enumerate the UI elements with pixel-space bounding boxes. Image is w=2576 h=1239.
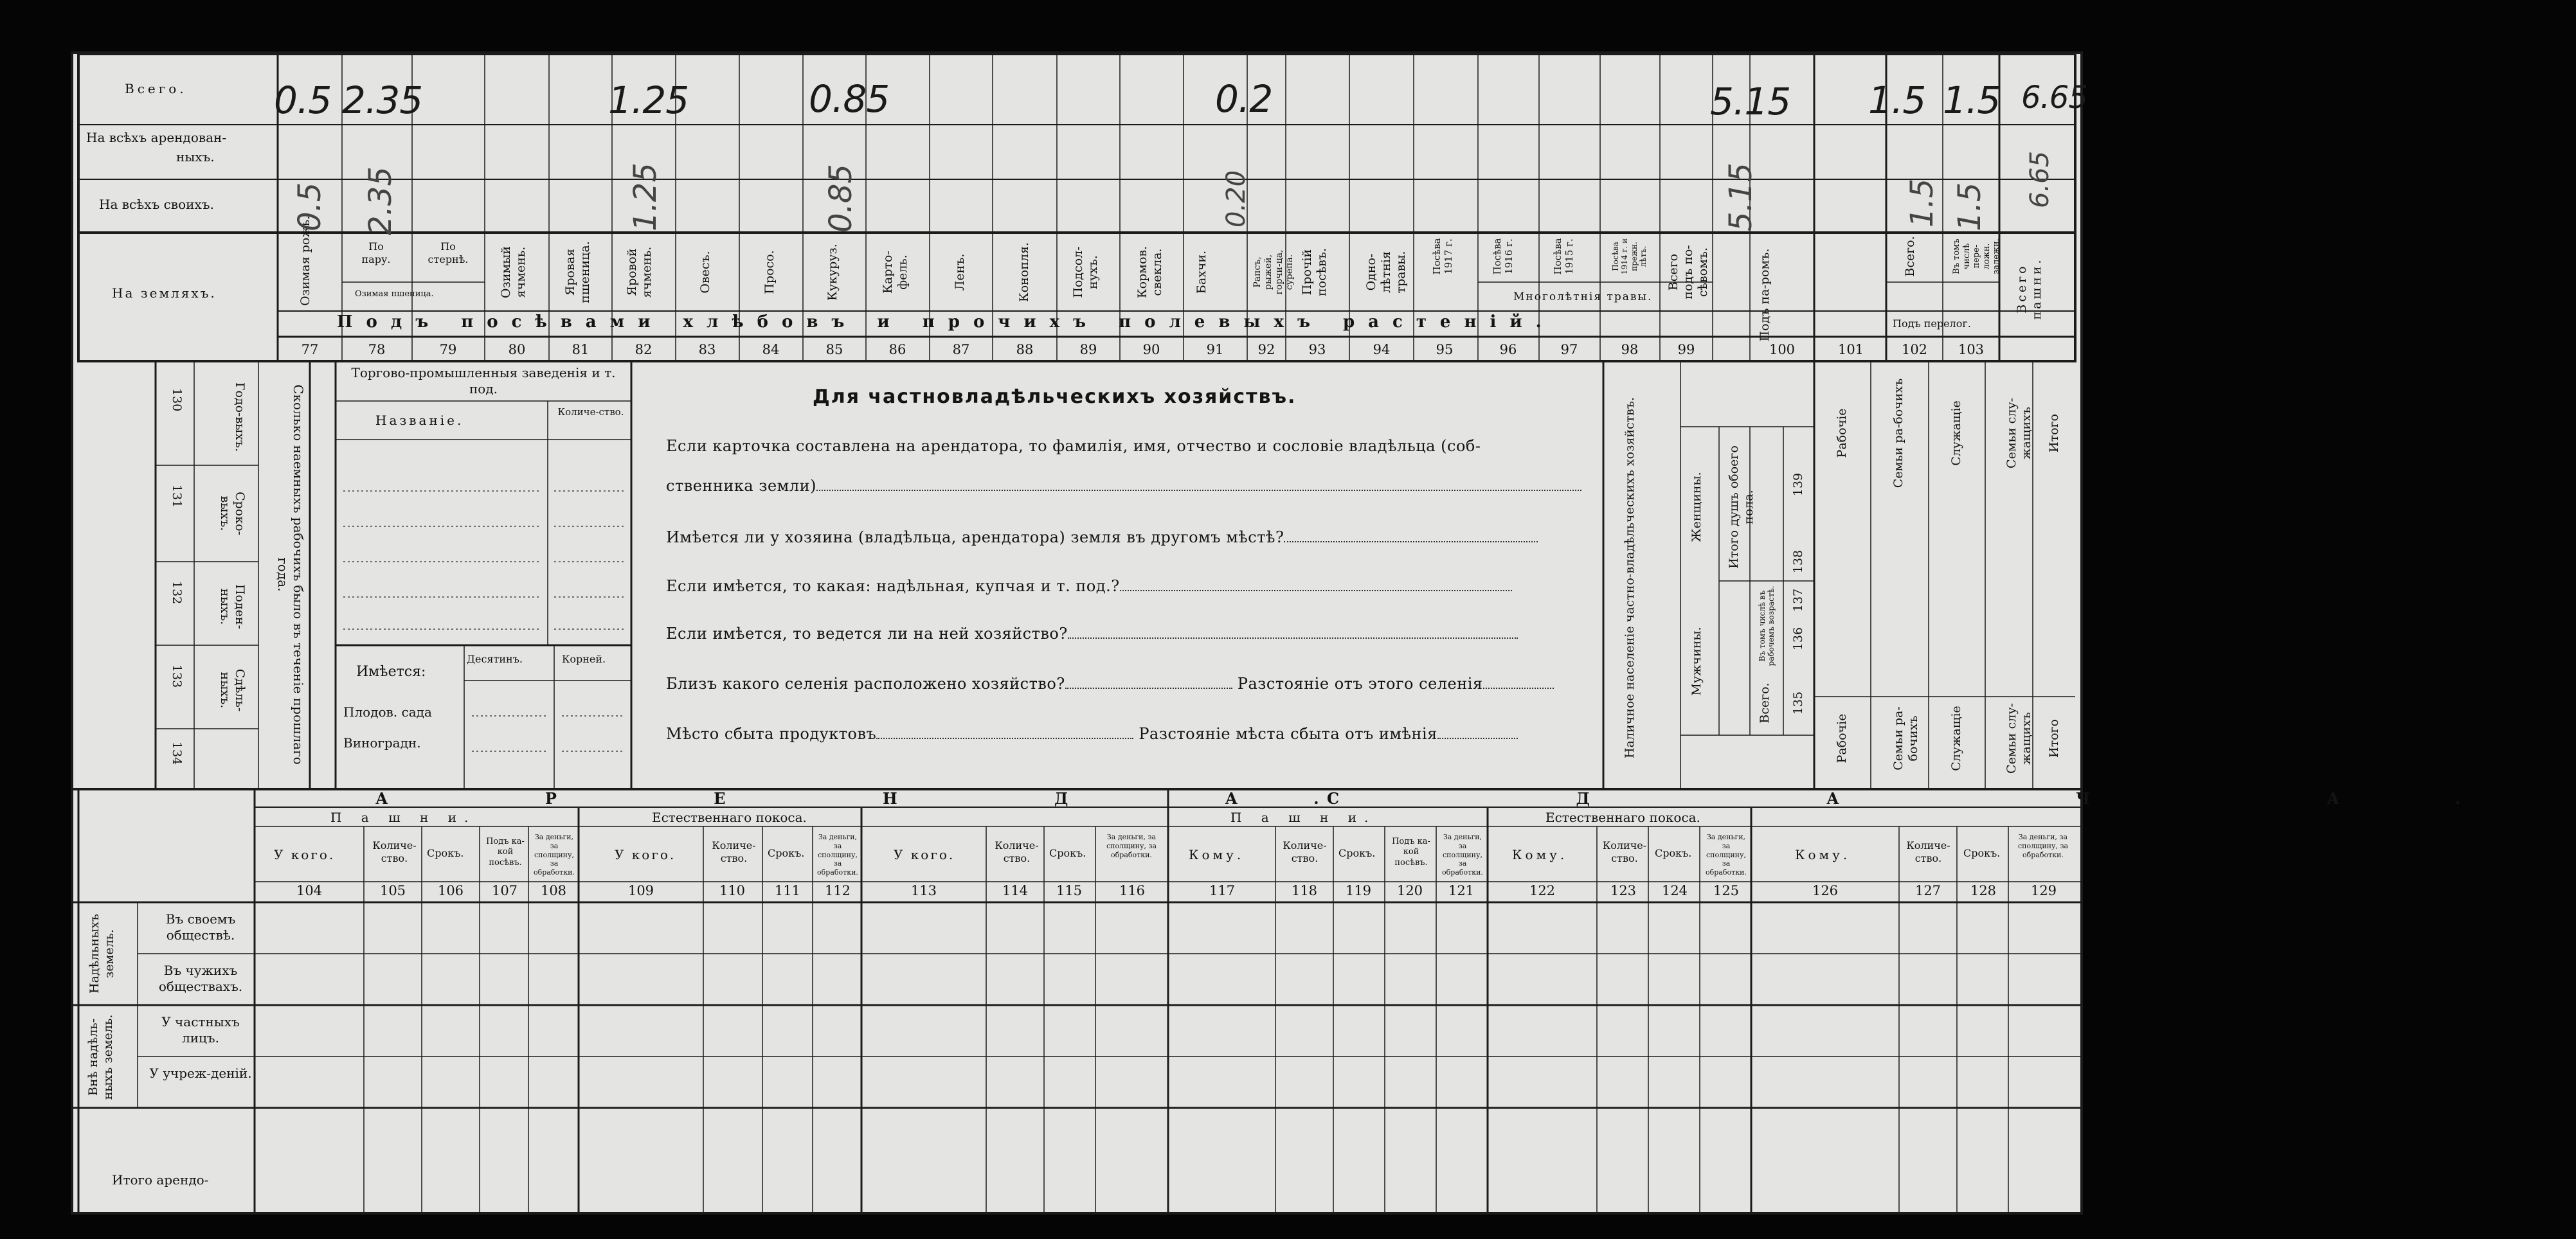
arenda-pashni: П а ш н и. [330, 810, 476, 825]
has-label: Имѣется: [356, 664, 426, 680]
col-num-84: 84 [762, 342, 780, 357]
row-svoem-obshchestve: Въ своемъ обществѣ. [165, 911, 236, 943]
handwritten-own-corn: 0.85 [823, 164, 859, 233]
col-rabochie-bottom: Рабочіе [1835, 713, 1849, 763]
handwritten-total-perelog: 1.5 [1943, 78, 2001, 122]
korney-header: Корней. [562, 653, 606, 665]
col-header-103: Всего пашни. [2015, 257, 2044, 320]
col-semi-rabochikh-top: Семьи ра-бочихъ [1891, 378, 1905, 488]
col-header-84: Просо. [762, 250, 777, 294]
question-village-distance-text: Разстояніе отъ этого селенія [1237, 675, 1483, 693]
col-num-103: 103 [1958, 342, 1985, 357]
desyatin-header: Десятинъ. [467, 653, 523, 665]
v-tom-label: Въ томъ числѣ въ рабочемъ возрастѣ. [1758, 585, 1776, 666]
bcol-num-107: 107 [491, 883, 518, 898]
row-label-godovykh: Годо-выхъ. [233, 382, 247, 452]
col-sluzhashchie-bottom: Служащіе [1949, 706, 1963, 771]
hdr-116: За деньги, за сполщину, за обработки. [1106, 833, 1157, 859]
row-num-132: 132 [170, 581, 184, 605]
col-header-100: Подъ па-ромъ. [1758, 248, 1772, 342]
question-owner-line1: Если карточка составлена на арендатора, то фамилія, имя, отчество и сословіе владѣльца (соб- [666, 437, 1481, 455]
handwritten-total-rye: 0.5 [274, 78, 332, 122]
trade-header: Торгово-промышленныя заведенія и т. под. [351, 365, 616, 397]
col-group-ozimaya: Озимая пшеница. [355, 289, 434, 299]
col-num-95: 95 [1436, 342, 1454, 357]
question-market-text: Мѣсто сбыта продуктовъ [666, 725, 877, 743]
row-num-134: 134 [170, 742, 184, 765]
row-label-srokovykh: Сроко-выхъ. [218, 492, 247, 535]
col-header-77: Озимая рожь. [298, 215, 312, 306]
pop-num-136: 136 [1791, 627, 1805, 651]
col-semi-sluzh-bottom: Семьи слу-жащихъ [2004, 703, 2033, 774]
hdr-109: У кого. [615, 847, 676, 862]
hdr-117: Кому. [1189, 847, 1245, 862]
col-num-90: 90 [1142, 342, 1160, 357]
bottom-table-grid [73, 54, 2080, 1212]
col-num-91: 91 [1206, 342, 1224, 357]
col-num-77: 77 [301, 342, 319, 357]
handwritten-total-spring-wheat: 1.25 [608, 78, 689, 122]
sdacha-pashni: П а ш н и. [1230, 810, 1376, 825]
col-header-90: Кормов. свекла. [1135, 245, 1164, 299]
col-header-78: По пару. [361, 240, 391, 265]
vne-nadel-group-label: Внѣ надѣль-ныхъ земель. [86, 1014, 115, 1100]
col-header-80: Озимый ячмень. [499, 245, 528, 299]
bcol-num-122: 122 [1529, 883, 1556, 898]
col-num-97: 97 [1560, 342, 1578, 357]
col-num-100: 100 [1769, 342, 1796, 357]
col-header-87: Ленъ. [953, 253, 967, 291]
col-num-92: 92 [1257, 342, 1275, 357]
hdr-121: За деньги, за сполщину, за обработки. [1442, 833, 1483, 877]
bcol-num-108: 108 [540, 883, 567, 898]
col-num-93: 93 [1308, 342, 1326, 357]
handwritten-total-arable: 6.65 [2021, 80, 2087, 116]
bcol-num-111: 111 [774, 883, 801, 898]
row-label-podennykh: Поден-ныхъ. [218, 584, 247, 630]
question-market-distance-text: Разстояніе мѣста сбыта отъ имѣнія [1139, 725, 1437, 743]
hdr-115: Срокъ. [1049, 847, 1086, 859]
hdr-111: Срокъ. [768, 847, 805, 859]
col-group-perelog: Подъ перелог. [1893, 317, 1971, 330]
hdr-108: За деньги, за сполщину, за обработки. [534, 833, 575, 877]
col-num-78: 78 [368, 342, 386, 357]
handwritten-own-arable: 6.65 [2025, 150, 2055, 208]
col-group-mnogolet: Многолѣтнія травы. [1513, 290, 1653, 303]
bcol-num-120: 120 [1396, 883, 1423, 898]
census-card-sheet [71, 51, 2576, 1215]
sdacha-pokos: Естественнаго покоса. [1545, 810, 1700, 825]
hdr-104: У кого. [274, 847, 336, 862]
arenda-header: А Р Е Н Д А. [375, 789, 1395, 808]
handwritten-own-spring-wheat: 1.25 [627, 163, 663, 231]
row-label-own: На всѣхъ своихъ. [99, 197, 214, 212]
hdr-110: Количе-ство. [712, 839, 756, 864]
bcol-num-129: 129 [2030, 883, 2057, 898]
hdr-129: За деньги, за сполщину, за обработки. [2017, 833, 2068, 859]
row-chastnykh-lits: У частныхъ лицъ. [161, 1014, 240, 1046]
col-num-89: 89 [1079, 342, 1097, 357]
col-header-94: Одно-лѣтнія травы. [1364, 251, 1408, 294]
bcol-num-110: 110 [719, 883, 746, 898]
col-num-94: 94 [1373, 342, 1391, 357]
bcol-num-114: 114 [1002, 883, 1029, 898]
hdr-122: Кому. [1512, 847, 1568, 862]
hdr-112: За деньги, за сполщину, за обработки. [817, 833, 858, 877]
question-owner-line2-text: ственника земли) [666, 477, 816, 495]
hdr-128: Срокъ. [1963, 847, 2001, 859]
col-num-81: 81 [572, 342, 590, 357]
hdr-118: Количе-ство. [1283, 839, 1327, 864]
bcol-num-113: 113 [910, 883, 937, 898]
col-header-79: По стернѣ. [428, 240, 469, 265]
col-header-99: Всего подъ по-сѣвомъ. [1666, 245, 1710, 299]
col-header-92: Рапсъ, рыжей, горчи-ца, сурепа. [1252, 249, 1295, 295]
handwritten-total-fallow-land: 1.5 [1868, 78, 1926, 122]
bcol-num-106: 106 [437, 883, 464, 898]
col-semi-rabochikh-bottom: Семьи ра-бочихъ [1891, 706, 1920, 771]
col-header-81: Яровая пшеница. [563, 241, 592, 303]
col-num-101: 101 [1837, 342, 1864, 357]
col-semi-sluzh-top: Семьи слу-жащихъ [2004, 398, 2033, 468]
handwritten-own-fallow: 2.35 [363, 166, 399, 235]
col-header-93: Прочій посѣвъ. [1300, 247, 1329, 297]
bcol-num-119: 119 [1345, 883, 1372, 898]
handwritten-total-fallow: 2.35 [342, 78, 423, 122]
row-label-rented: На всѣхъ арендован- [86, 130, 227, 145]
col-header-83: Овесъ. [698, 251, 712, 294]
women-label: Женщины. [1689, 472, 1704, 542]
handwritten-total-corn: 0.85 [809, 77, 890, 121]
col-header-102: Въ томъ числѣ пере-ложн. залежи. [1952, 238, 2002, 274]
itogo-dush-label: Итого душъ обоего пола. [1727, 445, 1756, 569]
row-num-130: 130 [170, 388, 184, 412]
row-label-rented-2: ныхъ. [176, 149, 215, 165]
vineyard-label: Виноградн. [343, 735, 421, 751]
population-caption: Наличное населеніе частно-владѣльческихъ хозяйствъ. [1623, 397, 1637, 758]
arenda-pokos: Естественнаго покоса. [652, 810, 807, 825]
col-itogo-bottom: Итого [2047, 719, 2061, 758]
col-header-86: Карто-фель. [881, 251, 910, 294]
trade-qty-header: Количе-ство. [557, 406, 624, 418]
men-label: Мужчины. [1689, 627, 1704, 696]
bcol-num-104: 104 [296, 883, 323, 898]
hdr-106: Срокъ. [427, 847, 464, 859]
col-num-88: 88 [1016, 342, 1034, 357]
row-chuzhikh-obshchestvakh: Въ чужихъ обществахъ. [158, 963, 243, 994]
question-land-type-text: Если имѣется, то какая: надѣльная, купчая и т. под.? [666, 577, 1120, 595]
hdr-124: Срокъ. [1655, 847, 1692, 859]
col-header-91: Бахчи. [1194, 250, 1209, 294]
col-sluzhashchie-top: Служащіе [1949, 400, 1963, 466]
col-header-82: Яровой ячмень. [625, 246, 654, 298]
bcol-num-127: 127 [1914, 883, 1941, 898]
question-village-text: Близъ какого селенія расположено хозяйство? [666, 675, 1065, 693]
col-num-98: 98 [1621, 342, 1639, 357]
handwritten-own-melons: 0.20 [1221, 170, 1251, 227]
private-farms-title: Для частновладѣльческихъ хозяйствъ. [813, 386, 1297, 408]
col-header-98: Посѣва 1914 г. и прежн. лѣтъ. [1611, 238, 1648, 275]
handwritten-own-fallow-land: 1.5 [1904, 178, 1940, 227]
col-num-96: 96 [1499, 342, 1517, 357]
hdr-107: Подъ ка-кой посѣвъ. [486, 837, 525, 868]
hdr-119: Срокъ. [1338, 847, 1376, 859]
bcol-num-112: 112 [824, 883, 851, 898]
col-num-83: 83 [698, 342, 716, 357]
bcol-num-105: 105 [379, 883, 406, 898]
col-num-99: 99 [1677, 342, 1695, 357]
handwritten-total-melons: 0.2 [1215, 77, 1273, 121]
bcol-num-115: 115 [1056, 883, 1083, 898]
bcol-num-116: 116 [1119, 883, 1146, 898]
bcol-num-118: 118 [1291, 883, 1318, 898]
bcol-num-123: 123 [1610, 883, 1637, 898]
garden-label: Плодов. сада [343, 704, 432, 720]
trade-name-header: Названіе. [375, 413, 464, 428]
handwritten-total-sown: 5.15 [1710, 80, 1791, 123]
col-header-89: Подсол-нухъ. [1071, 246, 1100, 298]
bcol-num-117: 117 [1209, 883, 1236, 898]
top-banner: Подъ посѣвами хлѣбовъ и прочихъ полевыхъ растеній. [337, 312, 1555, 332]
nadel-group-label: Надѣльныхъ земель. [87, 913, 116, 994]
col-num-80: 80 [508, 342, 526, 357]
pop-num-135: 135 [1791, 691, 1805, 715]
col-header-96: Посѣва 1916 г. [1491, 238, 1515, 275]
row-itogo-arendo: Итого арендо- [112, 1172, 209, 1188]
col-num-87: 87 [952, 342, 970, 357]
col-header-85: Кукуруз. [825, 244, 840, 301]
bcol-num-128: 128 [1970, 883, 1997, 898]
hdr-114: Количе-ство. [995, 839, 1039, 864]
row-num-131: 131 [170, 485, 184, 508]
pop-num-139: 139 [1791, 472, 1805, 497]
hdr-127: Количе-ство. [1906, 839, 1950, 864]
col-header-88: Конопля. [1017, 242, 1031, 303]
bcol-num-109: 109 [627, 883, 654, 898]
pop-num-138: 138 [1791, 549, 1805, 574]
col-header-101: Всего. [1903, 236, 1917, 277]
col-rabochie-top: Рабочіе [1835, 408, 1849, 458]
row-uchrezhdeniy: У учреж-деній. [149, 1065, 252, 1081]
hdr-113: У кого. [894, 847, 955, 862]
handwritten-own-rye: 0.5 [292, 182, 328, 231]
col-num-102: 102 [1901, 342, 1928, 357]
hdr-105: Количе-ство. [372, 839, 417, 864]
col-num-85: 85 [825, 342, 843, 357]
bcol-num-126: 126 [1812, 883, 1839, 898]
bcol-num-125: 125 [1713, 883, 1740, 898]
col-header-95: Посѣва 1917 г. [1431, 238, 1454, 275]
row-label-sdelnykh: Сдѣль-ныхъ. [218, 668, 247, 712]
handwritten-own-sown: 5.15 [1723, 163, 1759, 231]
col-itogo-top: Итого [2047, 414, 2061, 452]
hdr-125: За деньги, за сполщину, за обработки. [1706, 833, 1747, 877]
question-other-land-text: Имѣется ли у хозяина (владѣльца, арендатора) земля въ другомъ мѣстѣ? [666, 528, 1284, 546]
hdr-120: Подъ ка-кой посѣвъ. [1392, 837, 1430, 868]
row-num-133: 133 [170, 664, 184, 688]
question-farming-text: Если имѣется, то ведется ли на ней хозяйство? [666, 625, 1068, 643]
bcol-num-121: 121 [1448, 883, 1475, 898]
col-num-86: 86 [888, 342, 906, 357]
row-label-lands: На земляхъ. [112, 285, 217, 301]
hdr-123: Количе-ство. [1602, 839, 1647, 864]
col-header-97: Посѣва 1915 г. [1552, 238, 1575, 275]
row-label-total: Всего. [125, 81, 187, 96]
hired-workers-caption: Сколько наемныхъ рабочихъ было въ теченіе прошлаго года. [275, 384, 306, 765]
sdacha-header: С Д А Ч А. [1327, 789, 2576, 808]
bcol-num-124: 124 [1661, 883, 1688, 898]
handwritten-own-perelog: 1.5 [1952, 182, 1988, 231]
col-num-82: 82 [635, 342, 653, 357]
hdr-126: Кому. [1795, 847, 1851, 862]
vsego-label: Всего. [1758, 682, 1772, 724]
pop-num-137: 137 [1791, 588, 1805, 612]
col-num-79: 79 [439, 342, 457, 357]
